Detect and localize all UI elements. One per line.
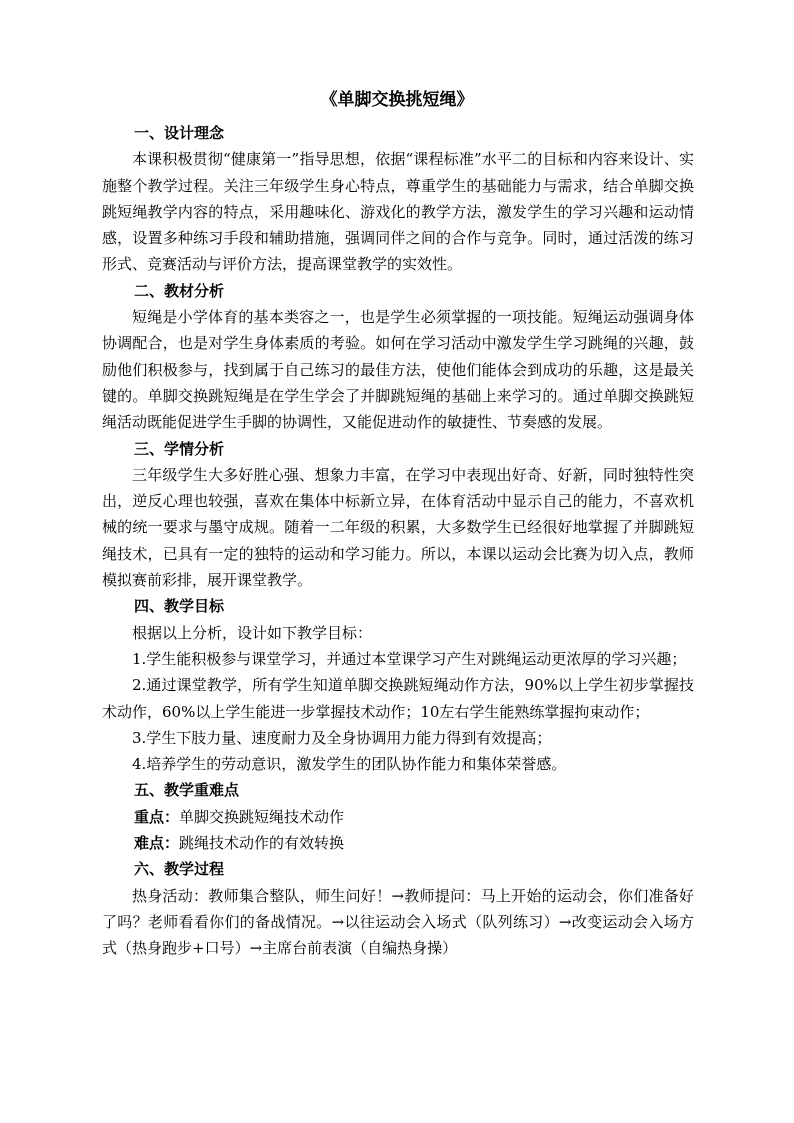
document-title: 《单脚交换挑短绳》 [320,90,474,110]
difficulty-text: 跳绳技术动作的有效转换 [179,834,345,853]
section-heading-teaching-process: 六、教学过程 [134,860,225,879]
section-heading-design-concept: 一、设计理念 [134,124,225,142]
section-heading-teaching-goals: 四、教学目标 [134,597,225,616]
material-analysis-paragraph: 短绳是小学体育的基本类容之一，也是学生必须掌握的一项技能。短绳运动强调身体协调配合，也是对学生身体素质的考验。如何在学习活动中激发学生学习跳绳的兴趣，鼓励他们积极参与，找到属于自己练习的最佳方法，使他们能体会到成功的乐趣，这是最关键的。单脚交换跳短绳是在学生学会了并脚跳短绳的基础上来学习的。通过单脚交换跳短绳活动既能促进学生手脚的协调性，又能促进动作的敏捷性、节奏感的发展。 [102,308,694,432]
difficulty-line [102,830,694,856]
section-heading-material-analysis: 二、教材分析 [134,281,225,300]
difficulty-label: 难点： [134,834,180,853]
teaching-goals-intro: 根据以上分析，设计如下教学目标： [132,623,373,642]
section-heading-student-analysis: 三、学情分析 [134,439,225,458]
design-concept-paragraph: 本课积极贯彻“健康第一”指导思想，依据“课程标准”水平二的目标和内容来设计、实施整个教学过程。关注三年级学生身心特点，尊重学生的基础能力与需求，结合单脚交换跳短绳教学内容的特点，采用趣味化、游戏化的教学方法，激发学生的学习兴趣和运动情感，设置多种练习手段和辅助措施，强调同伴之间的合作与竞争。同时，通过活泼的练习形式、竞赛活动与评价方法，提高课堂教学的实效性。 [102,150,694,274]
teaching-goal-3: 3.学生下肢力量、速度耐力及全身协调用力能力得到有效提高； [132,728,552,747]
teaching-goal-2: 2.通过课堂教学，所有学生知道单脚交换跳短绳动作方法，90%以上学生初步掌握技术动作，60%以上学生能进一步掌握技术动作；10左右学生能熟练掌握拘束动作； [102,676,694,721]
key-point-text: 单脚交换跳短绳技术动作 [179,807,345,826]
key-point-line [102,804,694,830]
student-analysis-paragraph: 三年级学生大多好胜心强、想象力丰富，在学习中表现出好奇、好新，同时独特性突出，逆反心理也较强，喜欢在集体中标新立异，在体育活动中显示自己的能力，不喜欢机械的统一要求与墨守成规。随着一二年级的积累，大多数学生已经很好地掌握了并脚跳短绳技术，已具有一定的独特的运动和学习能力。所以，本课以运动会比赛为切入点，教师模拟赛前彩排，展开课堂教学。 [102,465,694,590]
key-point-label: 重点： [134,807,180,826]
teaching-goal-4: 4.培养学生的劳动意识，激发学生的团队协作能力和集体荣誉感。 [132,755,567,774]
teaching-goal-1: 1.学生能积极参与课堂学习，并通过本堂课学习产生对跳绳运动更浓厚的学习兴趣； [132,649,687,668]
teaching-process-paragraph: 热身活动：教师集合整队，师生问好！→教师提问：马上开始的运动会，你们准备好了吗？老师看看你们的备战情况。→以往运动会入场式（队列练习）→改变运动会入场方式（热身跑步+口号）→主席台前表演（自编热身操） [102,886,694,958]
section-heading-key-difficulties: 五、教学重难点 [134,781,240,800]
document-body [102,120,694,962]
